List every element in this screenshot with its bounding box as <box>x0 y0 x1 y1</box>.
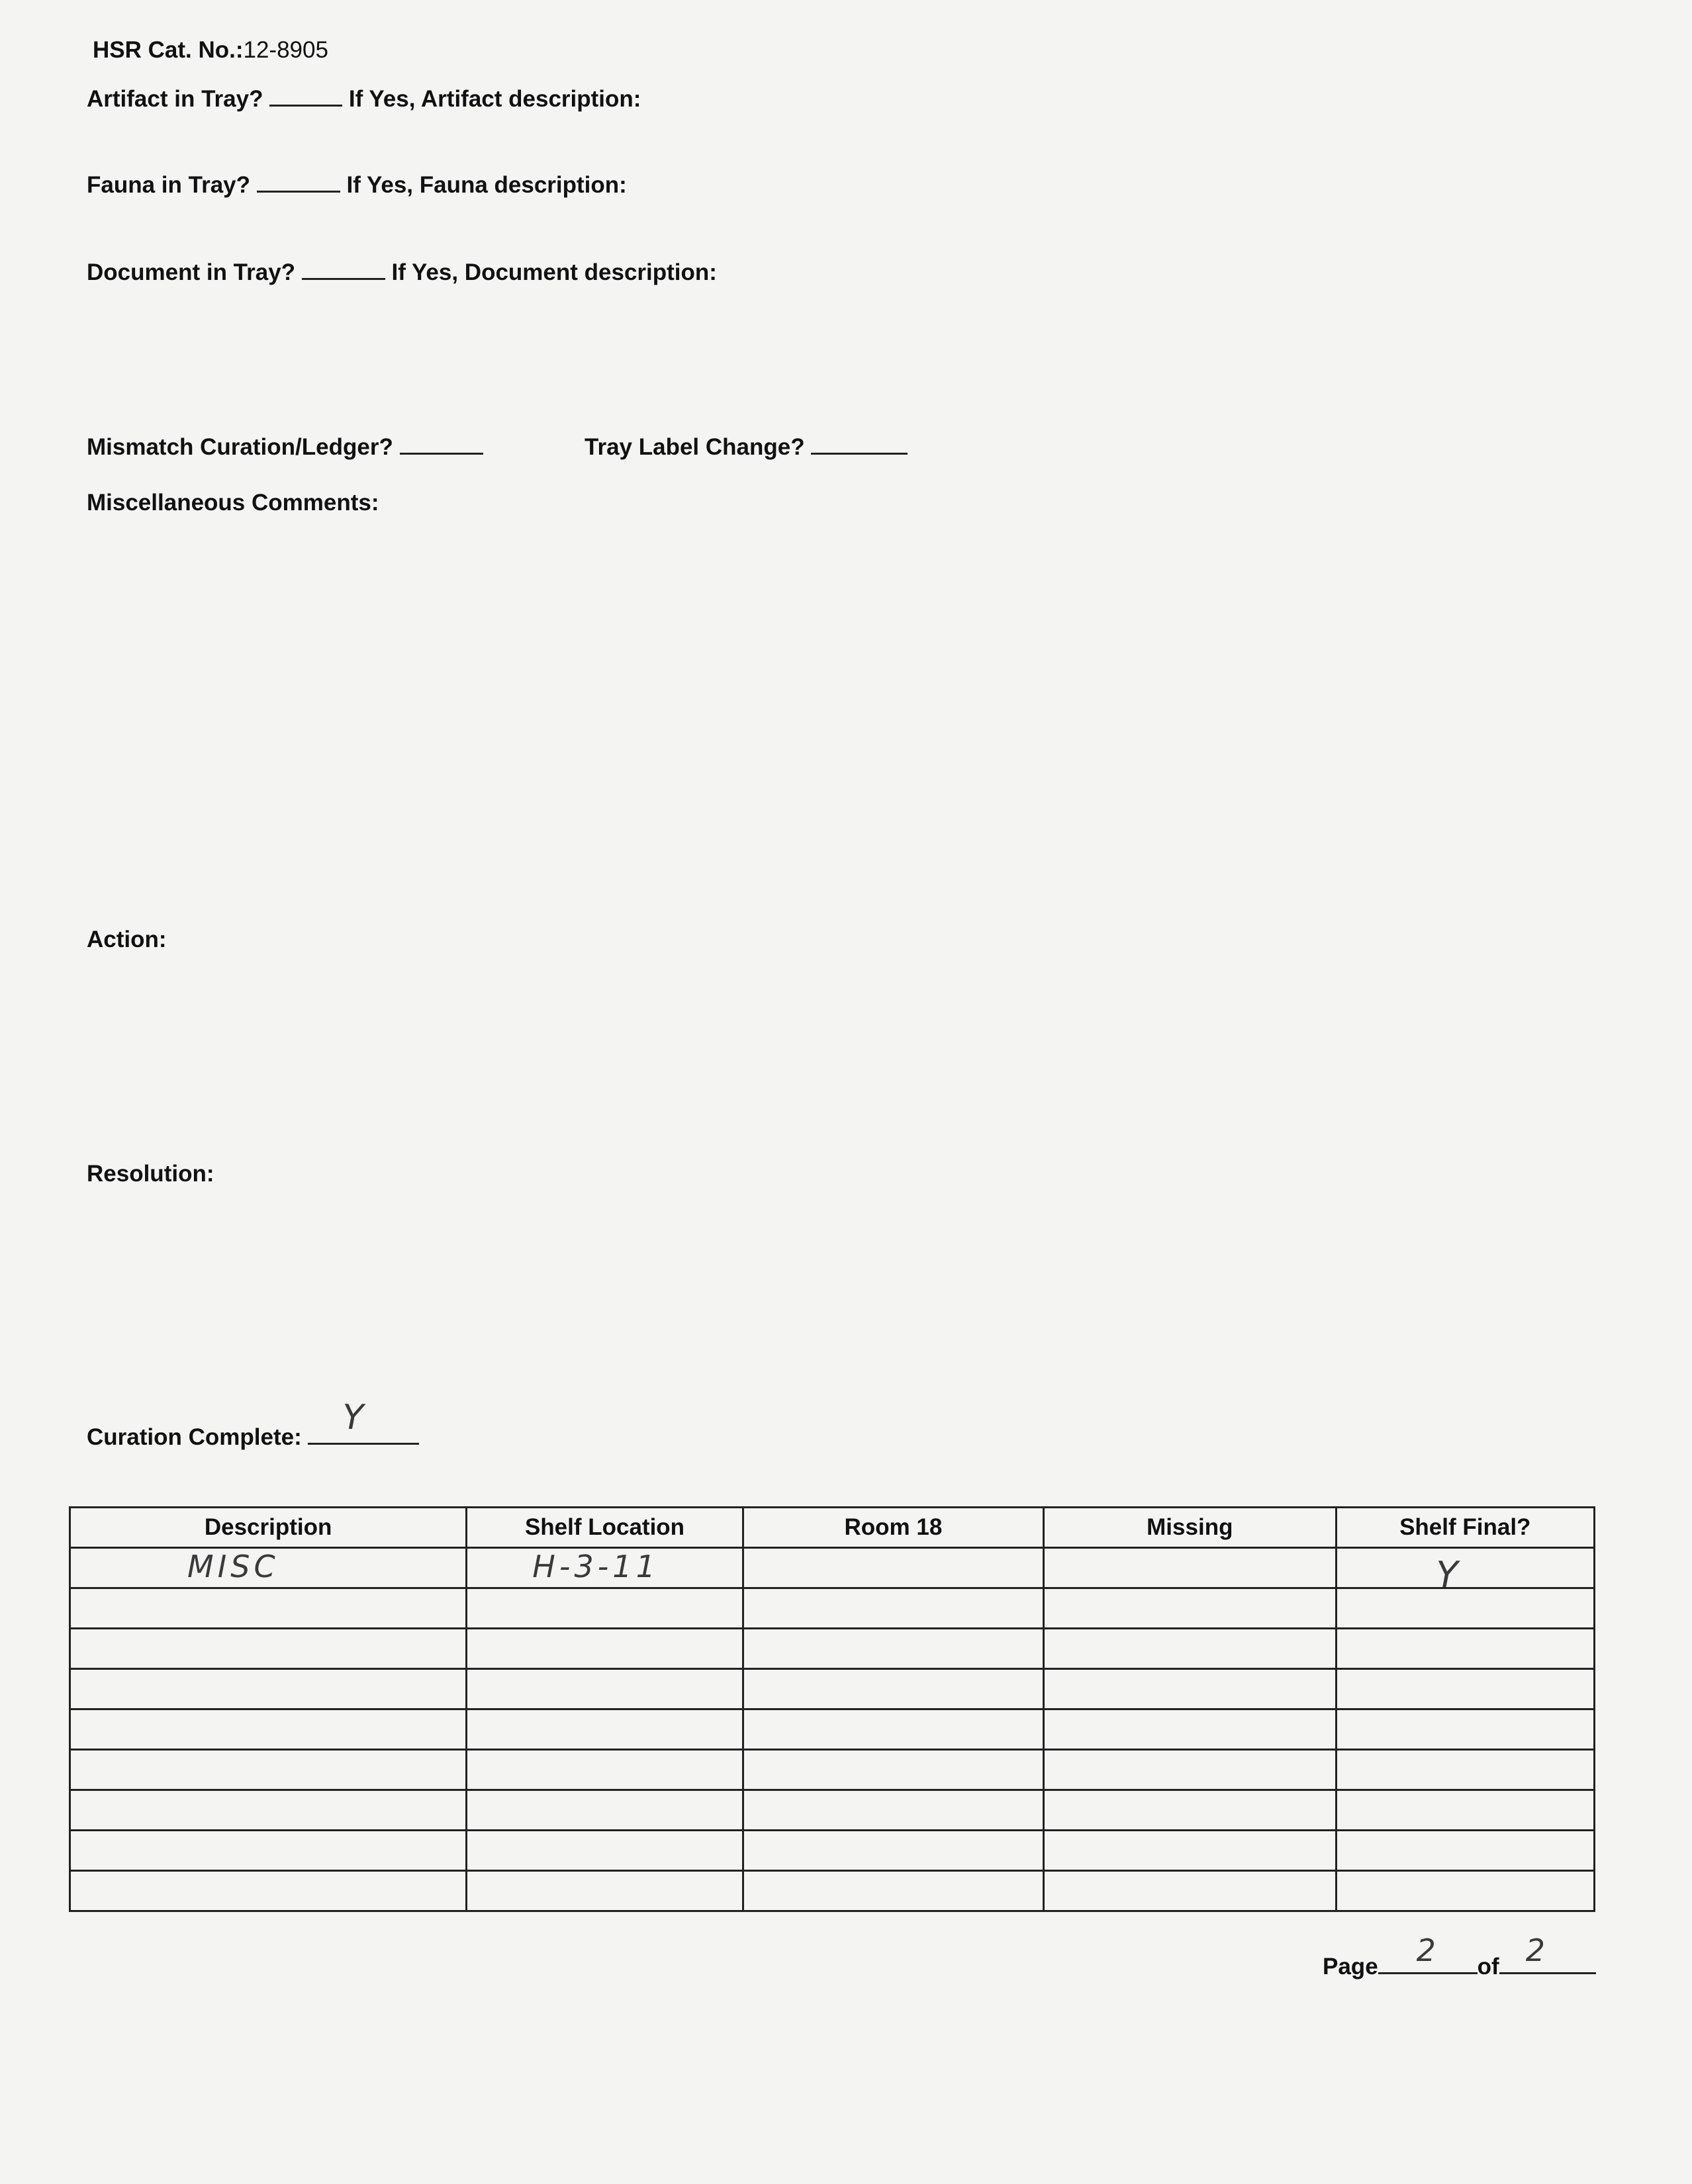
table-cell-shelf-location[interactable] <box>467 1629 743 1669</box>
table-cell-description[interactable] <box>70 1629 467 1669</box>
table-cell-shelf-final[interactable] <box>1336 1831 1594 1871</box>
table-cell-shelf-location[interactable] <box>467 1669 743 1709</box>
column-header-description: Description <box>70 1508 467 1548</box>
fauna-description-label: If Yes, Fauna description: <box>346 172 627 198</box>
table-cell-shelf-location[interactable] <box>467 1831 743 1871</box>
fauna-question-row <box>87 171 627 199</box>
page-number-field[interactable] <box>1378 1933 1478 1974</box>
document-question-row <box>87 258 717 286</box>
handwritten-shelf-final: Y <box>1436 1554 1462 1596</box>
table-cell-missing[interactable] <box>1044 1629 1336 1669</box>
table-cell-room-18[interactable] <box>743 1750 1043 1790</box>
table-cell-description[interactable] <box>70 1871 467 1911</box>
curation-complete-value: Y <box>342 1398 367 1437</box>
table-cell-room-18[interactable] <box>743 1790 1043 1831</box>
table-cell-missing[interactable] <box>1044 1831 1336 1871</box>
table-cell-shelf-location[interactable] <box>467 1750 743 1790</box>
page-number-value: 2 <box>1416 1933 1438 1968</box>
table-row <box>70 1629 1595 1669</box>
fauna-question-label: Fauna in Tray? <box>87 172 250 198</box>
artifact-question-row <box>87 85 641 113</box>
table-cell-shelf-location[interactable] <box>467 1871 743 1911</box>
shelf-location-table <box>69 1506 1595 1912</box>
catalog-number-label: HSR Cat. No.: <box>93 37 244 63</box>
artifact-answer-field[interactable] <box>269 85 342 107</box>
table-cell-shelf-location[interactable] <box>467 1588 743 1629</box>
column-header-missing: Missing <box>1044 1508 1336 1548</box>
page-label: Page <box>1323 1954 1378 1979</box>
table-row <box>70 1790 1595 1831</box>
table-cell-room-18[interactable] <box>743 1588 1043 1629</box>
table-cell-missing[interactable] <box>1044 1790 1336 1831</box>
table-cell-missing[interactable] <box>1044 1709 1336 1750</box>
column-header-room-18: Room 18 <box>743 1508 1043 1548</box>
curation-complete-field[interactable] <box>308 1398 419 1445</box>
page-total-value: 2 <box>1525 1933 1548 1968</box>
table-row <box>70 1588 1595 1629</box>
handwritten-shelf-location: H-3-11 <box>532 1549 659 1584</box>
table-row <box>70 1548 1595 1588</box>
table-row <box>70 1709 1595 1750</box>
column-header-shelf-location: Shelf Location <box>467 1508 743 1548</box>
table-cell-missing[interactable] <box>1044 1669 1336 1709</box>
tray-label-answer-field[interactable] <box>811 433 908 455</box>
document-answer-field[interactable] <box>302 258 385 280</box>
curation-complete-row <box>87 1398 419 1451</box>
table-cell-room-18[interactable] <box>743 1831 1043 1871</box>
catalog-number <box>93 37 328 64</box>
table-cell-shelf-final[interactable] <box>1336 1548 1594 1596</box>
table-row <box>70 1669 1595 1709</box>
artifact-description-label: If Yes, Artifact description: <box>348 86 641 112</box>
table-cell-description[interactable] <box>70 1750 467 1790</box>
catalog-number-value: 12-8905 <box>243 37 328 63</box>
page-total-field[interactable] <box>1499 1933 1596 1974</box>
table-cell-description[interactable] <box>70 1709 467 1750</box>
mismatch-answer-field[interactable] <box>400 433 483 455</box>
table-cell-description[interactable] <box>70 1548 467 1588</box>
table-cell-description[interactable] <box>70 1669 467 1709</box>
mismatch-question-label: Mismatch Curation/Ledger? <box>87 434 393 460</box>
table-cell-room-18[interactable] <box>743 1548 1043 1588</box>
table-cell-shelf-final[interactable] <box>1336 1588 1594 1629</box>
table-cell-shelf-location[interactable] <box>467 1548 743 1588</box>
table-cell-shelf-location[interactable] <box>467 1790 743 1831</box>
table-cell-room-18[interactable] <box>743 1629 1043 1669</box>
action-heading: Action: <box>87 927 167 952</box>
page-number-row <box>1323 1933 1596 1980</box>
artifact-question-label: Artifact in Tray? <box>87 86 263 112</box>
table-cell-description[interactable] <box>70 1831 467 1871</box>
table-cell-description[interactable] <box>70 1790 467 1831</box>
table-cell-missing[interactable] <box>1044 1588 1336 1629</box>
document-question-label: Document in Tray? <box>87 259 296 285</box>
table-cell-room-18[interactable] <box>743 1669 1043 1709</box>
table-cell-shelf-final[interactable] <box>1336 1629 1594 1669</box>
table-row <box>70 1831 1595 1871</box>
document-description-label: If Yes, Document description: <box>391 259 717 285</box>
of-label: of <box>1477 1954 1499 1979</box>
column-header-shelf-final: Shelf Final? <box>1336 1508 1594 1548</box>
table-cell-missing[interactable] <box>1044 1871 1336 1911</box>
table-cell-missing[interactable] <box>1044 1548 1336 1588</box>
tray-label-question-row <box>585 433 908 461</box>
table-cell-shelf-final[interactable] <box>1336 1750 1594 1790</box>
table-cell-missing[interactable] <box>1044 1750 1336 1790</box>
table-cell-description[interactable] <box>70 1588 467 1629</box>
curation-complete-label: Curation Complete: <box>87 1424 302 1450</box>
handwritten-description: MISC <box>187 1549 279 1584</box>
table-cell-shelf-final[interactable] <box>1336 1871 1594 1911</box>
table-row <box>70 1871 1595 1911</box>
table-header-row <box>70 1508 1595 1548</box>
resolution-heading: Resolution: <box>87 1161 214 1187</box>
misc-comments-heading: Miscellaneous Comments: <box>87 490 379 516</box>
table-cell-shelf-final[interactable] <box>1336 1709 1594 1750</box>
table-cell-room-18[interactable] <box>743 1871 1043 1911</box>
table-cell-room-18[interactable] <box>743 1709 1043 1750</box>
tray-label-question-label: Tray Label Change? <box>585 434 805 460</box>
fauna-answer-field[interactable] <box>257 171 340 193</box>
table-cell-shelf-final[interactable] <box>1336 1669 1594 1709</box>
table-cell-shelf-final[interactable] <box>1336 1790 1594 1831</box>
table-row <box>70 1750 1595 1790</box>
mismatch-question-row <box>87 433 483 461</box>
table-cell-shelf-location[interactable] <box>467 1709 743 1750</box>
